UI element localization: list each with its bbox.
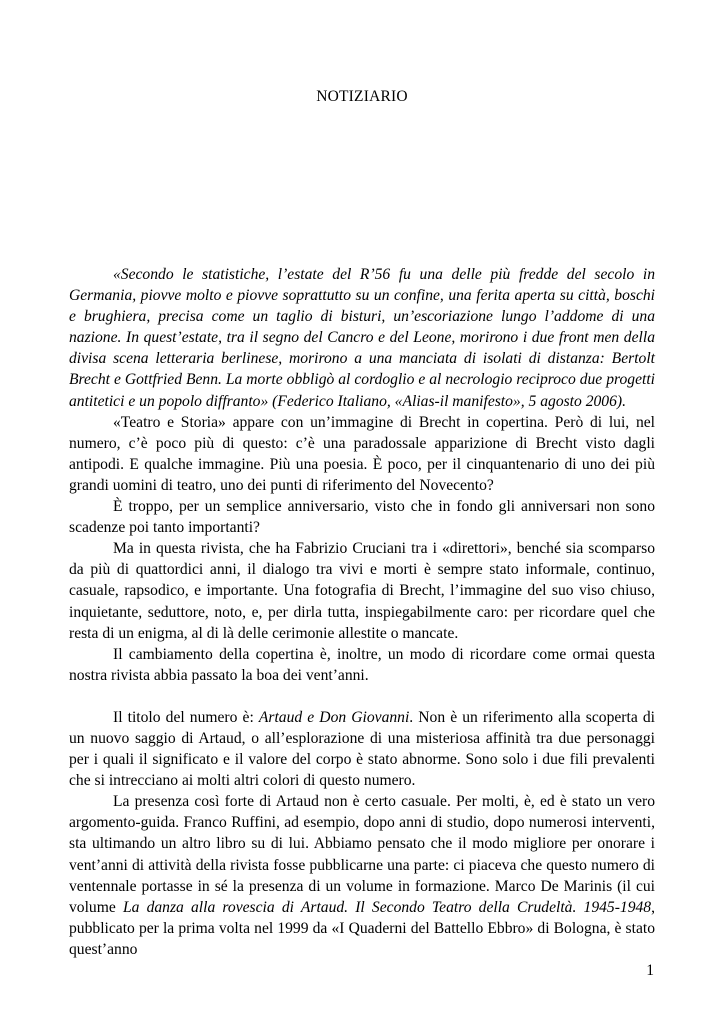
opening-quote-paragraph: «Secondo le statistiche, l’estate del R’56 fu una delle più fredde del secolo in Germania, piovve molto e piovve soprattutto su un confine, una ferita aperta su città, boschi e brughiera, precisa come un taglio di bisturi, un’escoriazione lungo l’addome di una nazione. In quest’estate, tra il segno del Cancro e del Leone, morirono i due front men della divisa scena letteraria berlinese, morirono a una manciata di isolati di distanza: Bertolt Brecht e Gottfried Benn. La morte obbligò al cordoglio e al necrologio reciproco due progetti antitetici e un popolo diffranto» (Federico Italiano, «Alias-il manifesto», 5 agosto 2006). — [69, 266, 655, 410]
paragraph-cruciani: Ma in questa rivista, che ha Fabrizio Cruciani tra i «direttori», benché sia scomparso da più di quattordici anni, il dialogo tra vivi e morti è sempre stato informale, continuo, casuale, rapsodico, e importante. Una fotografia di Brecht, l’immagine del suo viso chiuso, inquietante, seduttore, noto, e, per dirla tutta, inspiegabilmente caro: per ricordare quel che resta di un enigma, al di là delle cerimonie allestite o mancate. — [69, 540, 655, 642]
artaud-text-end: , pubblicato per la prima volta nel 1999 da «I Quaderni del Battello Ebbro» di Bologna, è stato quest’anno — [69, 898, 655, 958]
issue-title-text: . Non è un riferimento alla scoperta di un nuovo saggio di Artaud, o all’esplorazione di una misteriosa affinità tra due personaggi per i quali il significato e il valore del corpo è stato abnorme. Sono solo i due fili prevalenti che si intrecciano ai molti altri colori di questo numero. — [69, 708, 655, 790]
document-body — [69, 264, 655, 960]
issue-title-intro: Il titolo del numero è: — [113, 708, 259, 726]
paragraph-artaud — [69, 791, 655, 960]
paragraph-cover-change: Il cambiamento della copertina è, inoltre, un modo di ricordare come ormai questa nostra rivista abbia passato la boa dei vent’anni. — [69, 645, 655, 684]
paragraph-issue-title — [69, 707, 655, 791]
page-title: NOTIZIARIO — [316, 88, 408, 105]
paragraph-brecht-cover: «Teatro e Storia» appare con un’immagine di Brecht in copertina. Però di lui, nel numero, c’è poco più di questo: c’è una paradossale apparizione di Brecht visto dagli antipodi. E qualche immagine. Più una poesia. È poco, per il cinquantenario di uno dei più grandi uomini di teatro, uno dei punti di riferimento del Novecento? — [69, 413, 655, 494]
issue-title: Artaud e Don Giovanni — [258, 708, 410, 726]
artaud-text-start: La presenza così forte di Artaud non è certo casuale. Per molti, è, ed è stato un vero argomento-guida. Franco Ruffini, ad esempio, dopo anni di studio, dopo numerosi interventi, sta ultimando un altro libro su di lui. Abbiamo pensato che il modo migliore per onorare i vent’anni di attività della rivista fosse pubblicarne una parte: ci piaceva che questo numero di ventennale portasse in sé la presenza di un volume in formazione. Marco De Marinis (il cui volume — [69, 793, 655, 916]
paragraph-anniversary: È troppo, per un semplice anniversario, visto che in fondo gli anniversari non sono scadenze poi tanto importanti? — [69, 498, 655, 537]
page-number: 1 — [646, 962, 654, 979]
book-title: La danza alla rovescia di Artaud. Il Secondo Teatro della Crudeltà. 1945-1948 — [122, 898, 652, 916]
